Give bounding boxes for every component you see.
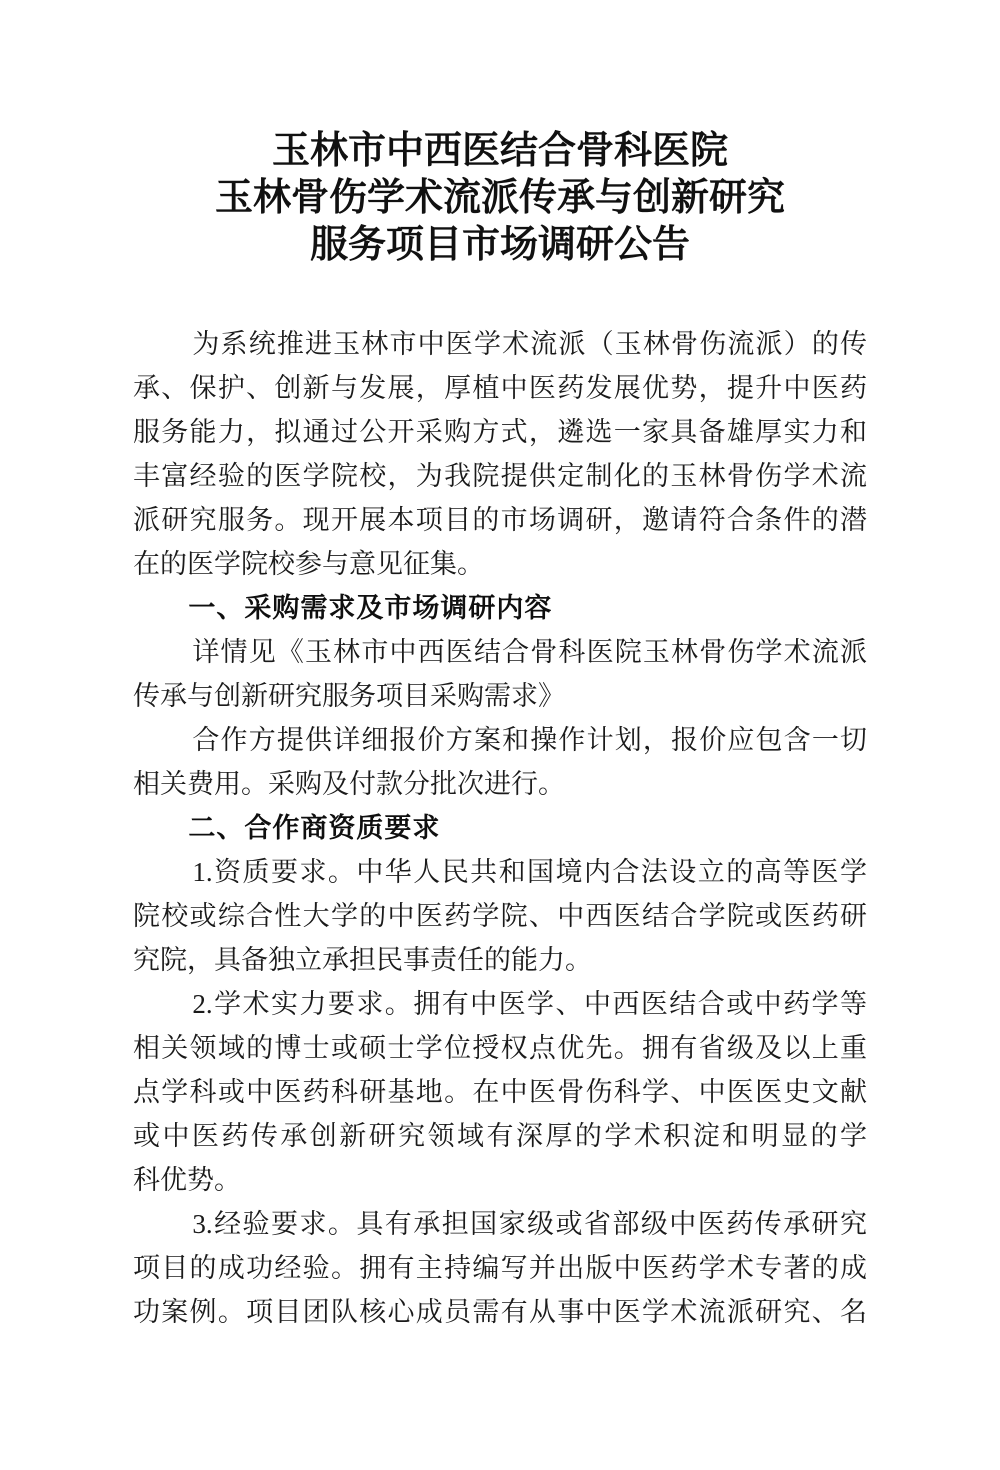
paragraph-line: 在的医学院校参与意见征集。 — [133, 549, 484, 579]
paragraph-line: 2.学术实力要求。拥有中医学、中西医结合或中药学等 — [192, 989, 867, 1019]
paragraph-line: 服务能力，拟通过公开采购方式，遴选一家具备雄厚实力和 — [133, 417, 867, 447]
paragraph-line: 相关费用。采购及付款分批次进行。 — [133, 769, 565, 799]
paragraph-line: 相关领域的博士或硕士学位授权点优先。拥有省级及以上重 — [133, 1033, 867, 1063]
paragraph-line: 派研究服务。现开展本项目的市场调研，邀请符合条件的潜 — [133, 505, 867, 535]
paragraph-line: 1.资质要求。中华人民共和国境内合法设立的高等医学 — [192, 857, 867, 887]
paragraph-line: 点学科或中医药科研基地。在中医骨伤科学、中医医史文献 — [133, 1077, 867, 1107]
paragraph-line: 承、保护、创新与发展，厚植中医药发展优势，提升中医药 — [133, 373, 867, 403]
section-heading: 二、合作商资质要求 — [188, 813, 441, 843]
document-body — [133, 322, 867, 1334]
paragraph-line: 究院，具备独立承担民事责任的能力。 — [133, 945, 592, 975]
title-line-1: 玉林市中西医结合骨科医院 — [271, 130, 728, 172]
paragraph-line: 3.经验要求。具有承担国家级或省部级中医药传承研究 — [192, 1209, 867, 1239]
paragraph-line: 院校或综合性大学的中医药学院、中西医结合学院或医药研 — [133, 901, 867, 931]
paragraph-line: 详情见《玉林市中西医结合骨科医院玉林骨伤学术流派 — [192, 637, 867, 667]
document-title — [133, 128, 867, 269]
title-line-2: 玉林骨伤学术流派传承与创新研究 — [214, 177, 785, 219]
paragraph-line: 丰富经验的医学院校，为我院提供定制化的玉林骨伤学术流 — [133, 461, 867, 491]
paragraph-line: 合作方提供详细报价方案和操作计划，报价应包含一切 — [192, 725, 867, 755]
paragraph-line: 功案例。项目团队核心成员需有从事中医学术流派研究、名 — [133, 1297, 867, 1327]
section-heading: 一、采购需求及市场调研内容 — [188, 593, 553, 623]
paragraph-line: 传承与创新研究服务项目采购需求》 — [133, 681, 565, 711]
paragraph-line: 项目的成功经验。拥有主持编写并出版中医药学术专著的成 — [133, 1253, 867, 1283]
paragraph-line: 或中医药传承创新研究领域有深厚的学术积淀和明显的学 — [133, 1121, 867, 1151]
title-line-3: 服务项目市场调研公告 — [309, 224, 690, 266]
paragraph-line: 科优势。 — [133, 1165, 241, 1195]
paragraph-line: 为系统推进玉林市中医学术流派（玉林骨伤流派）的传 — [192, 329, 867, 359]
